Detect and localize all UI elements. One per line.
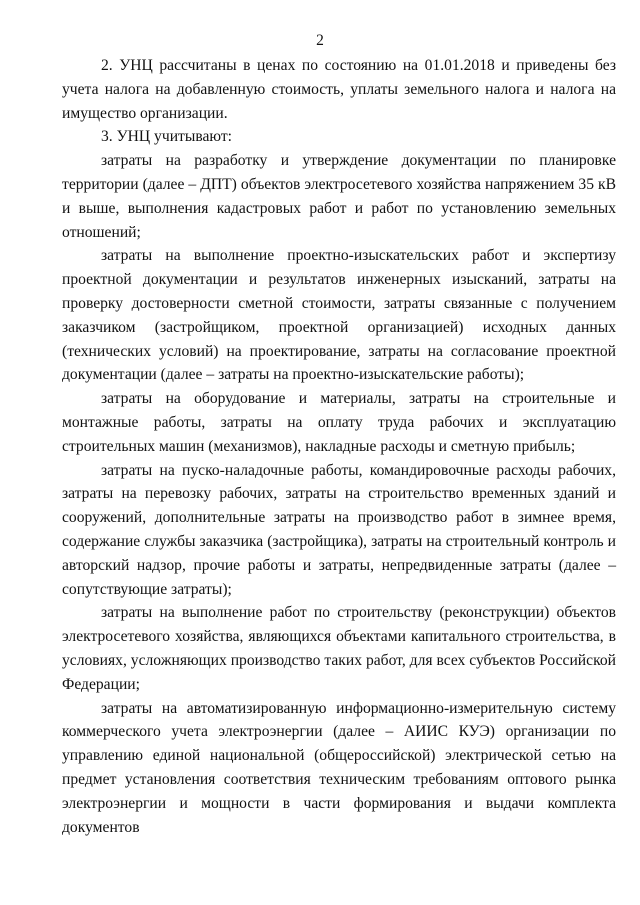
- page-number: 2: [316, 32, 324, 49]
- paragraph-related-costs: затраты на пуско-наладочные работы, командировочные расходы рабочих, затраты на перевозку рабочих, затраты на строительство временных зданий и сооружений, дополнительные затраты на производство работ в зимнее время, содержание службы заказчика (застройщика), затраты на строительный контроль и авторский надзор, прочие работы и затраты, непредвиденные затраты (далее – сопутствующие затраты);: [62, 461, 616, 598]
- paragraph-aiis-kue-costs: затраты на автоматизированную информационно-измерительную систему коммерческого учета электроэнергии (далее – АИИС КУЭ) организации по управлению единой национальной (общероссийской) электрической сетью на предмет установления соответствия техническим требованиям оптового рынка электроэнергии и мощности в части формирования и выдачи комплекта документов: [62, 699, 616, 836]
- paragraph-unc-includes: 3. УНЦ учитывают:: [101, 128, 233, 146]
- document-body: [62, 54, 616, 839]
- paragraph-prices-basis: 2. УНЦ рассчитаны в ценах по состоянию на 01.01.2018 и приведены без учета налога на добавленную стоимость, уплаты земельного налога и налога на имущество организации.: [62, 57, 616, 122]
- paragraph-difficult-conditions-costs: затраты на выполнение работ по строительству (реконструкции) объектов электросетевого хозяйства, являющихся объектами капитального строительства, в условиях, усложняющих производство таких работ, для всех субъектов Российской Федерации;: [62, 604, 616, 693]
- paragraph-design-survey-costs: затраты на выполнение проектно-изыскательских работ и экспертизу проектной документации и результатов инженерных изысканий, затраты на проверку достоверности сметной стоимости, затраты связанные с получением заказчиком (застройщиком, проектной организацией) исходных данных (технических условий) на проектирование, затраты на согласование проектной документации (далее – затраты на проектно-изыскательские работы);: [62, 247, 616, 384]
- paragraph-dpt-costs: затраты на разработку и утверждение документации по планировке территории (далее – ДПТ) объектов электросетевого хозяйства напряжением 35 кВ и выше, выполнения кадастровых работ и работ по установлению земельных отношений;: [62, 152, 616, 241]
- paragraph-equipment-construction-costs: затраты на оборудование и материалы, затраты на строительные и монтажные работы, затраты на оплату труда рабочих и эксплуатацию строительных машин (механизмов), накладные расходы и сметную прибыль;: [62, 390, 616, 455]
